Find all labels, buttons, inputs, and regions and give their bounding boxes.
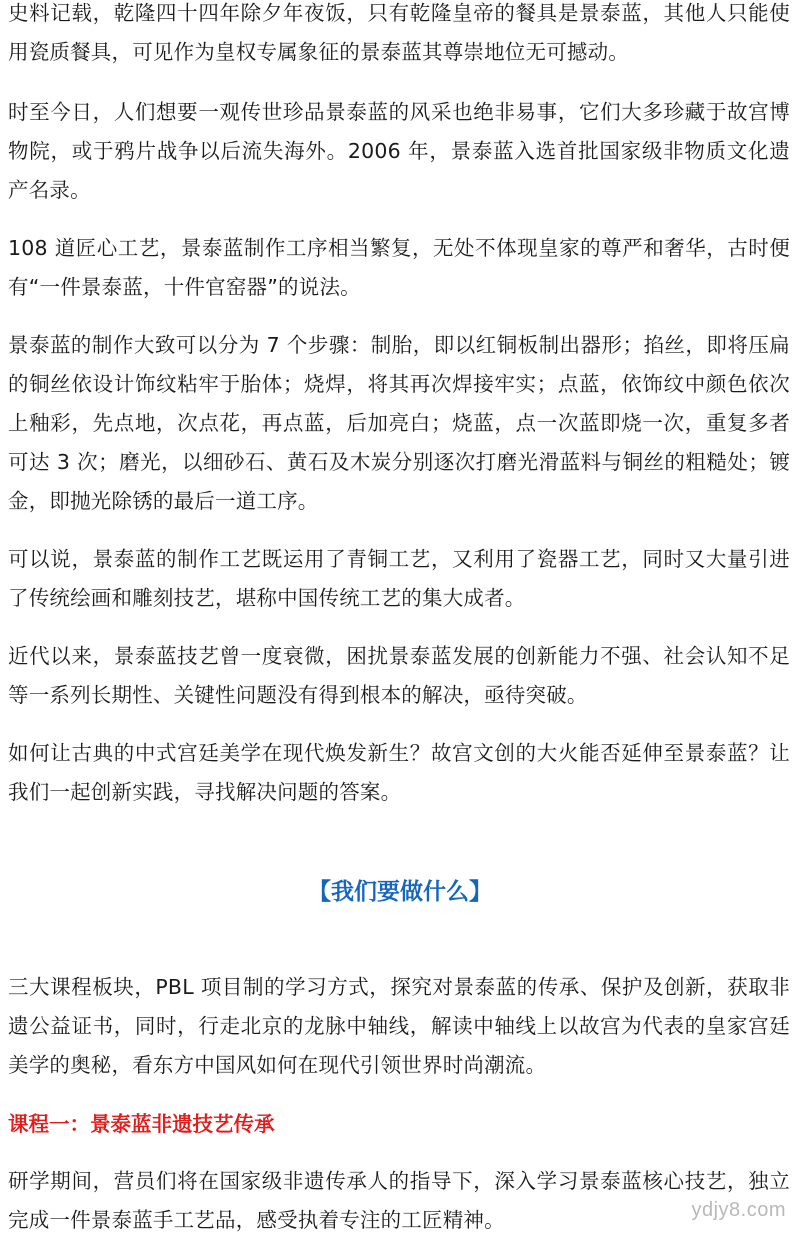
paragraph-production-process: 景泰蓝的制作大致可以分为 7 个步骤：制胎，即以红铜板制出器形；掐丝，即将压扁的铜丝依设计饰纹粘牢于胎体；烧焊，将其再次焊接牢实；点蓝，依饰纹中颜色依次上釉彩，先点地，次点花，再点蓝，后加亮白；烧蓝，点一次蓝即烧一次，重复多者可达 3 次；磨光，以细砂石、黄石及木炭分别逐次打磨光滑蓝料与铜丝的粗糙处；镀金，即抛光除锈的最后一道工序。 [8, 333, 790, 513]
course-one-heading: 课程一：景泰蓝非遗技艺传承 [8, 1112, 275, 1136]
paragraph-craft-steps-count: 108 道匠心工艺，景泰蓝制作工序相当繁复，无处不体现皇家的尊严和奢华，古时便有“一件景泰蓝，十件官窑器”的说法。 [8, 236, 790, 299]
paragraph-history: 史料记载，乾隆四十四年除夕年夜饭，只有乾隆皇帝的餐具是景泰蓝，其他人只能使用瓷质餐具，可见作为皇权专属象征的景泰蓝其尊崇地位无可撼动。 [8, 1, 790, 64]
paragraph-craft-summary: 可以说，景泰蓝的制作工艺既运用了青铜工艺，又利用了瓷器工艺，同时又大量引进了传统绘画和雕刻技艺，堪称中国传统工艺的集大成者。 [8, 547, 790, 610]
paragraph-course-one: 研学期间，营员们将在国家级非遗传承人的指导下，深入学习景泰蓝核心技艺，独立完成一件景泰蓝手工艺品，感受执着专注的工匠精神。 [8, 1169, 790, 1232]
paragraph-decline: 近代以来，景泰蓝技艺曾一度衰微，困扰景泰蓝发展的创新能力不强、社会认知不足等一系列长期性、关键性问题没有得到根本的解决，亟待突破。 [8, 644, 790, 707]
site-watermark: ydjy8.com [691, 1199, 786, 1221]
paragraph-preservation: 时至今日，人们想要一观传世珍品景泰蓝的风采也绝非易事，它们大多珍藏于故宫博物院，或于鸦片战争以后流失海外。2006 年，景泰蓝入选首批国家级非物质文化遗产名录。 [8, 100, 790, 202]
section-heading-what-we-do: 【我们要做什么】 [308, 879, 492, 905]
paragraph-question: 如何让古典的中式宫廷美学在现代焕发新生？故宫文创的大火能否延伸至景泰蓝？让我们一起创新实践，寻找解决问题的答案。 [8, 741, 790, 804]
paragraph-course-overview: 三大课程板块，PBL 项目制的学习方式，探究对景泰蓝的传承、保护及创新，获取非遗公益证书，同时，行走北京的龙脉中轴线，解读中轴线上以故宫为代表的皇家宫廷美学的奥秘，看东方中国风如何在现代引领世界时尚潮流。 [8, 975, 790, 1077]
